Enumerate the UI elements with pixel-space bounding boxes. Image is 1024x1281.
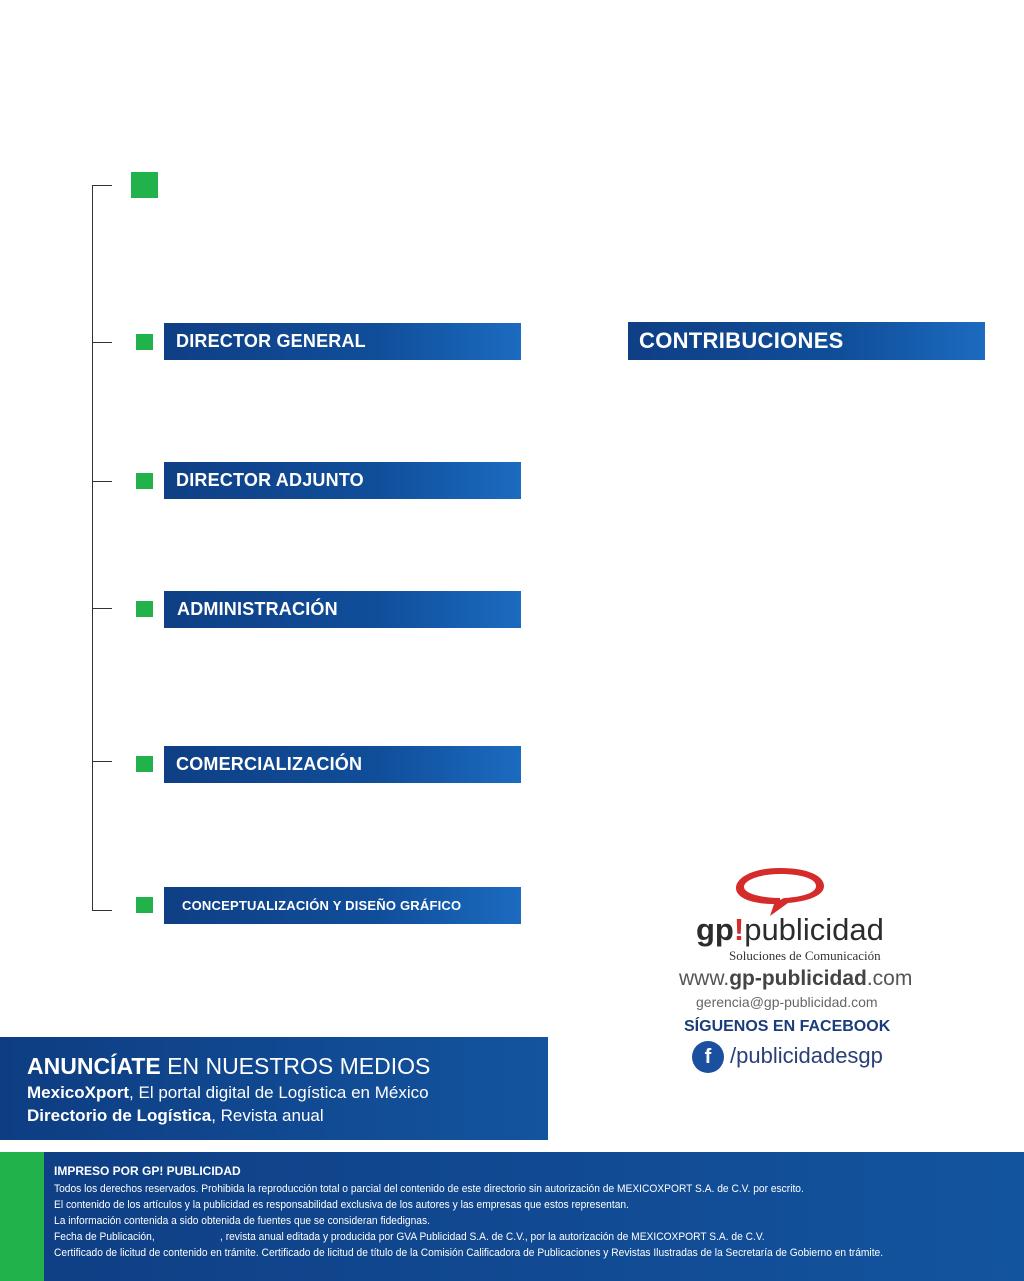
facebook-icon[interactable]: f: [692, 1041, 724, 1073]
facebook-heading: SÍGUENOS EN FACEBOOK: [684, 1018, 891, 1035]
org-tree-tick: [92, 185, 112, 186]
advertise-mexicoxport-line: MexicoXport, El portal digital de Logística en México: [27, 1083, 429, 1102]
section-bullet: [136, 897, 153, 913]
advertise-directorio-line: Directorio de Logística, Revista anual: [27, 1106, 324, 1125]
publisher-logo-wordmark: gp!publicidad: [696, 912, 884, 947]
facebook-handle-link[interactable]: /publicidadesgp: [730, 1043, 883, 1068]
advertise-headline: ANUNCÍATE EN NUESTROS MEDIOS: [27, 1053, 431, 1079]
footer-legal-line: Fecha de Publicación, , revista anual editada y producida por GVA Publicidad S.A. de C.V., por la autorización de MEXICOXPORT S.A. de C.V.: [54, 1231, 765, 1243]
contributions-heading: CONTRIBUCIONES: [628, 322, 985, 360]
section-bullet: [136, 601, 153, 617]
section-bullet: [136, 473, 153, 489]
section-director-adjunto: DIRECTOR ADJUNTO: [164, 462, 521, 499]
footer-legal-line: El contenido de los artículos y la publicidad es responsabilidad exclusiva de los autores y las empresas que estos representan.: [54, 1199, 629, 1211]
org-tree-tick: [92, 608, 112, 609]
footer-legal-line: La información contenida a sido obtenida de fuentes que se consideran fidedignas.: [54, 1215, 430, 1227]
footer-accent-strip: [0, 1152, 44, 1281]
footer-title: IMPRESO POR GP! PUBLICIDAD: [54, 1164, 241, 1178]
section-bullet: [136, 334, 153, 350]
footer-legal-line: Todos los derechos reservados. Prohibida la reproducción total o parcial del contenido de este directorio sin autorización de MEXICOXPORT S.A. de C.V. por escrito.: [54, 1183, 804, 1195]
publisher-website-link[interactable]: www.gp-publicidad.com: [679, 967, 913, 990]
org-tree-line: [92, 185, 93, 911]
advertise-banner: [0, 1037, 548, 1140]
org-tree-tick: [92, 481, 112, 482]
section-director-general: DIRECTOR GENERAL: [164, 323, 521, 360]
org-tree-tick: [92, 910, 112, 911]
section-diseno-grafico: CONCEPTUALIZACIÓN Y DISEÑO GRÁFICO: [164, 887, 521, 924]
org-tree-tick: [92, 342, 112, 343]
legal-footer: [44, 1152, 1024, 1281]
org-tree-tick: [92, 761, 112, 762]
publisher-email-link[interactable]: gerencia@gp-publicidad.com: [696, 994, 878, 1010]
footer-legal-line: Certificado de licitud de contenido en trámite. Certificado de licitud de título de la Comisión Calificadora de Publicaciones y Revistas Ilustradas de la Secretaría de Gobierno en trámite.: [54, 1247, 884, 1259]
org-root-square: [131, 172, 158, 198]
publisher-tagline: Soluciones de Comunicación: [729, 948, 881, 963]
section-bullet: [136, 756, 153, 772]
section-administracion: ADMINISTRACIÓN: [164, 591, 521, 628]
section-comercializacion: COMERCIALIZACIÓN: [164, 746, 521, 783]
